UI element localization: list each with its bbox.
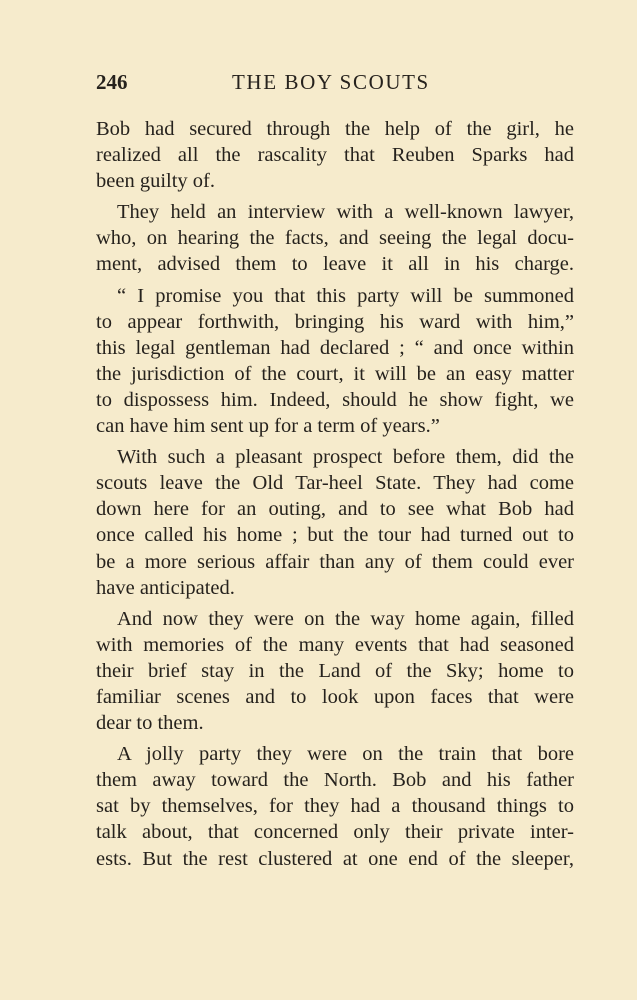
text-line: “ I promise you that this party will be summoned [117,284,574,307]
text-line: to appear forthwith, bringing his ward with him,” [96,310,574,333]
running-title: THE BOY SCOUTS [232,70,430,94]
text-line: have anticipated. [96,576,235,599]
text-line: to dispossess him. Indeed, should he show fight, we [96,388,574,411]
text-line: who, on hearing the facts, and seeing the legal docu- [96,227,574,250]
text-line: ment, advised them to leave it all in his charge. [96,253,574,276]
text-line: with memories of the many events that had seasoned [96,633,574,656]
text-line: them away toward the North. Bob and his father [96,769,574,792]
text-line: Bob had secured through the help of the girl, he [96,118,574,140]
text-line: been guilty of. [96,170,215,193]
text-line: And now they were on the way home again, filled [117,607,574,630]
body-text [96,116,574,872]
text-line: talk about, that concerned only their private inter- [96,821,574,844]
page-number: 246 [96,70,128,94]
text-line: A jolly party they were on the train that bore [117,743,574,766]
text-line: They held an interview with a well-known lawyer, [117,201,574,224]
text-line: familiar scenes and to look upon faces that were [96,685,574,708]
text-line: dear to them. [96,712,204,735]
text-line: scouts leave the Old Tar-heel State. They had come [96,472,574,495]
text-line: ests. But the rest clustered at one end of the sleeper, [96,847,574,870]
text-line: down here for an outing, and to see what Bob had [96,498,574,521]
text-line: sat by themselves, for they had a thousand things to [96,795,574,818]
text-line: their brief stay in the Land of the Sky; home to [96,659,574,682]
page-header [96,70,573,98]
text-line: the jurisdiction of the court, it will be an easy matter [96,362,574,385]
text-line: can have him sent up for a term of years.” [96,415,440,438]
text-line: With such a pleasant prospect before them, did the [117,446,574,469]
text-line: realized all the rascality that Reuben Sparks had [96,144,574,167]
text-line: be a more serious affair than any of them could ever [96,550,574,573]
text-line: once called his home ; but the tour had turned out to [96,524,574,547]
text-line: this legal gentleman had declared ; “ and once within [96,336,574,359]
